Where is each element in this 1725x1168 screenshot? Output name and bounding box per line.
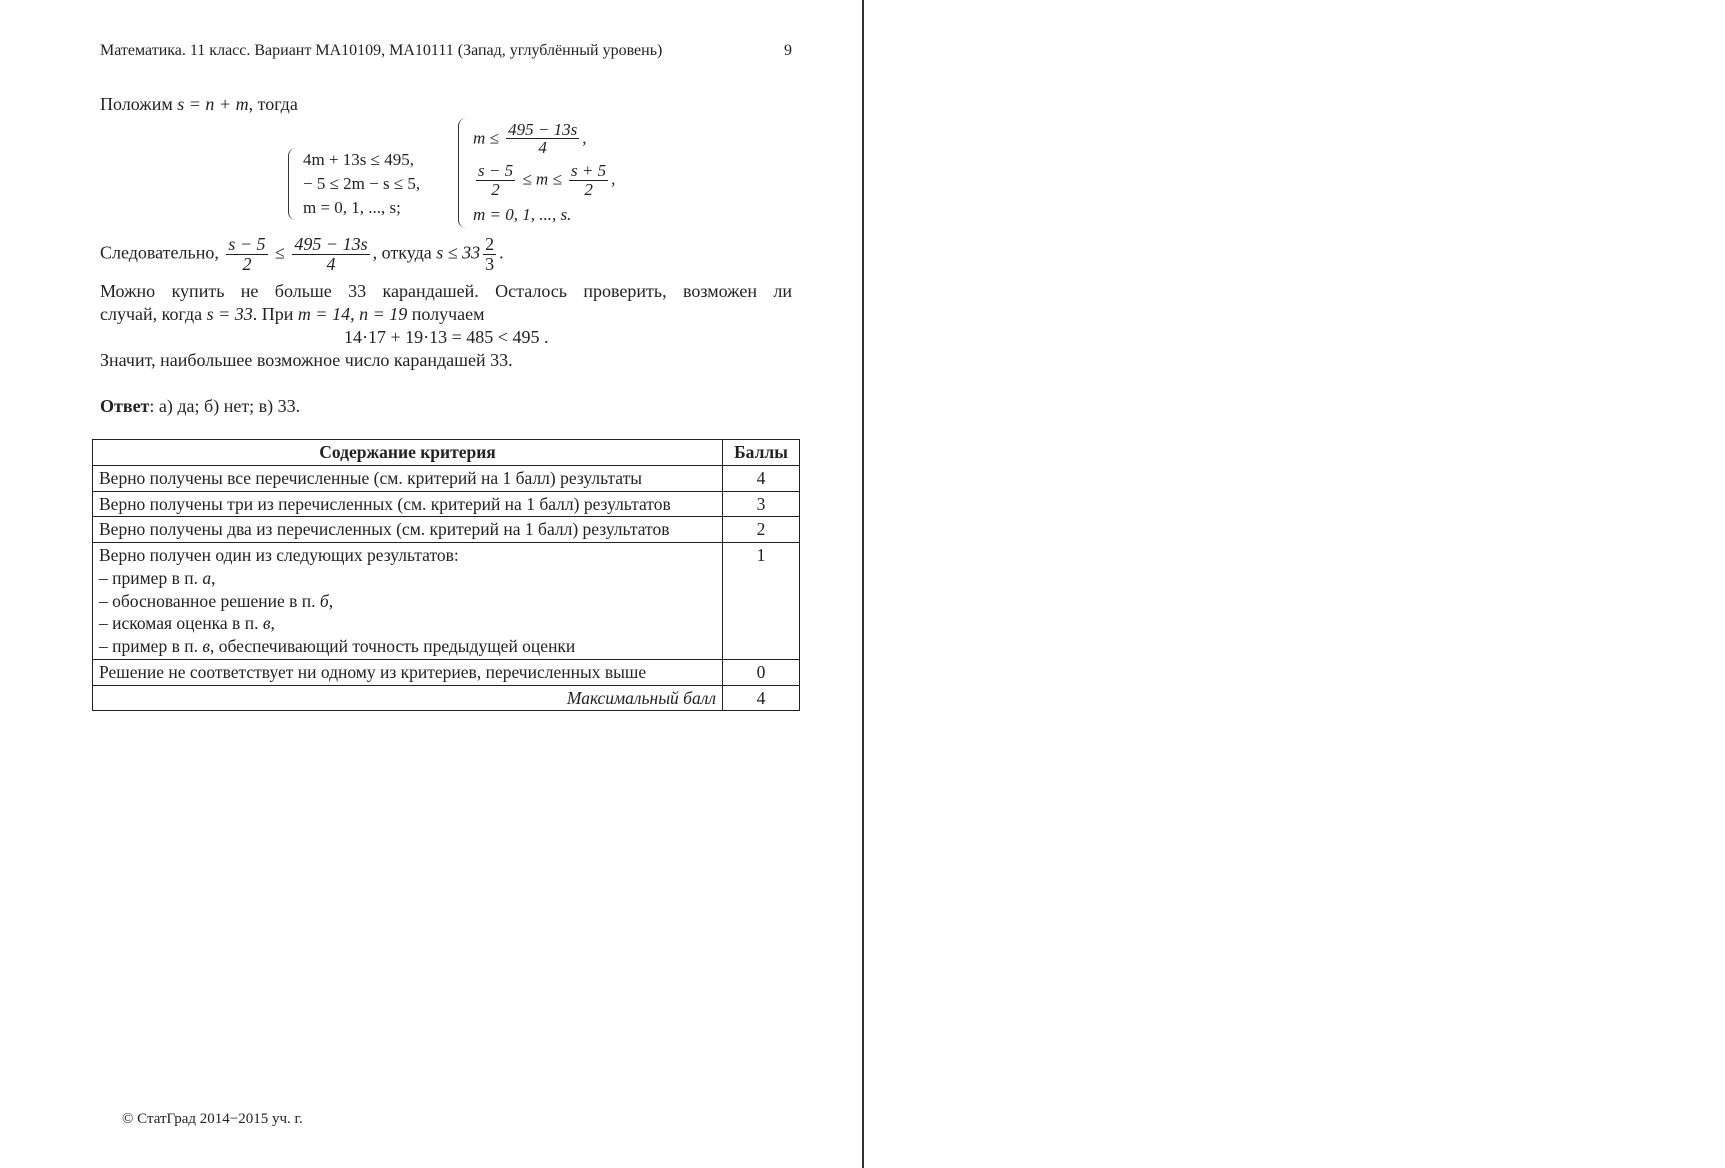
system-left-row-1: 4m + 13s ≤ 495,: [303, 150, 415, 170]
criteria-table: [92, 439, 800, 711]
fraction: $\frac{495 - 13s}{4}$: [508, 119, 578, 158]
brace-right: [458, 118, 469, 228]
criterion-item: – пример в п. в, обеспечивающий точность предыдущей оценки: [99, 636, 576, 656]
system-right-row-1: m ≤ $\frac{495 - 13s}{4}$ ,: [473, 119, 587, 158]
system-left-row-2: − 5 ≤ 2m − s ≤ 5,: [303, 174, 421, 194]
blank-area: [864, 0, 1725, 1168]
criterion-score: 4: [723, 465, 800, 491]
criterion-score: 0: [723, 659, 800, 685]
system-left-row-3: m = 0, 1, ..., s;: [303, 198, 401, 218]
criterion-score: 3: [723, 491, 800, 517]
inequality-system-right: [458, 118, 615, 228]
answer-text: : а) да; б) нет; в) 33.: [149, 396, 301, 416]
final-statement: Значит, наибольшее возможное число карандашей 33.: [100, 350, 513, 370]
fraction: $\frac{s - 5}{2}$: [228, 234, 266, 274]
fraction: $\frac{2}{3}$: [485, 234, 495, 274]
criterion-text: Решение не соответствует ни одному из критериев, перечисленных выше: [93, 659, 723, 685]
criterion-item: – искомая оценка в п. в,: [99, 613, 275, 634]
system-right-row-2: $\frac{s - 5}{2}$ ≤ m ≤ $\frac{s + 5}{2}$ ,: [478, 161, 616, 200]
page-number: 9: [784, 42, 792, 59]
criterion-item: – пример в п. а,: [99, 567, 216, 588]
criterion-text: Верно получен один из следующих результатов: – пример в п. а, – обоснованное решение в п. б, – искомая оценка в п. в, – пример в п. в, обеспечивающий точность предыдущей оценки: [93, 543, 723, 660]
intro-line: Положим s = n + m, тогда: [100, 94, 298, 114]
table-max-row: [93, 685, 800, 711]
copyright-footer: © СтатГрад 2014−2015 уч. г.: [122, 1111, 303, 1127]
check-formula: 14·17 + 19·13 = 485 < 495 .: [344, 327, 549, 347]
document-page: [0, 0, 862, 1168]
max-score-label: Максимальный балл: [93, 685, 723, 711]
conclusion-line: Следовательно, $\frac{s - 5}{2}$ ≤ $\frac{495 - 13s}{4}$ , откуда s ≤ 33 $\frac{2}{3}$ .: [100, 234, 504, 274]
answer-line: [100, 396, 300, 417]
brace-left: [288, 148, 299, 220]
table-row: [93, 465, 800, 491]
table-row: [93, 659, 800, 685]
criterion-text: Верно получены три из перечисленных (см. критерий на 1 балл) результатов: [93, 491, 723, 517]
table-row: [93, 543, 800, 660]
inequality-system-left: [288, 148, 420, 220]
header-score: Баллы: [723, 440, 800, 466]
criterion-score: 2: [723, 517, 800, 543]
fraction: $\frac{495 - 13s}{4}$: [294, 234, 368, 274]
header-criterion: Содержание критерия: [93, 440, 723, 466]
criterion-text: Верно получены все перечисленные (см. критерий на 1 балл) результаты: [93, 465, 723, 491]
page-header: Математика. 11 класс. Вариант МА10109, МА10111 (Запад, углублённый уровень): [100, 42, 663, 59]
table-row: [93, 491, 800, 517]
table-header-row: [93, 440, 800, 466]
table-row: [93, 517, 800, 543]
criterion-item: – обоснованное решение в п. б,: [99, 590, 334, 611]
max-score-value: 4: [723, 685, 800, 711]
answer-label: Ответ: [100, 396, 150, 416]
fraction: $\frac{s - 5}{2}$: [478, 161, 514, 200]
criterion-score: 1: [723, 543, 800, 660]
paragraph-line-2: случай, когда s = 33. При m = 14, n = 19 получаем: [100, 304, 485, 324]
criterion-text: Верно получены два из перечисленных (см. критерий на 1 балл) результатов: [93, 517, 723, 543]
fraction: $\frac{s + 5}{2}$: [571, 161, 607, 200]
paragraph-line-1: Можно купить не больше 33 карандашей. Осталось проверить, возможен ли: [100, 281, 792, 301]
system-right-row-3: m = 0, 1, ..., s.: [473, 205, 572, 225]
